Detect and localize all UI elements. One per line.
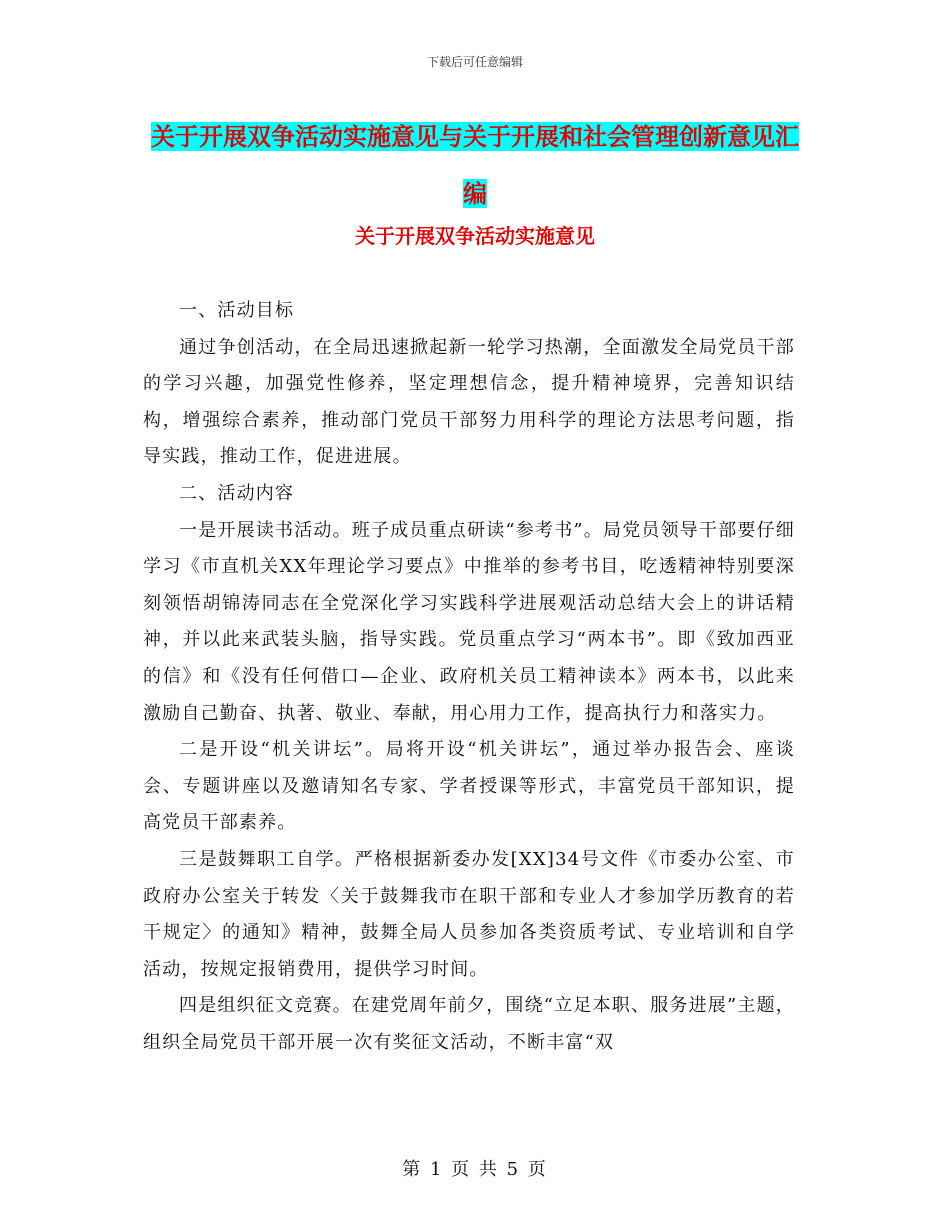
document-title-text: 关于开展双争活动实施意见与关于开展和社会管理创新意见汇编 [151, 122, 799, 208]
paragraph-goal: 通过争创活动，在全局迅速掀起新一轮学习热潮，全面激发全局党员干部的学习兴趣，加强党性修养，坚定理想信念，提升精神境界，完善知识结构，增强综合素养，推动部门党员干部努力用科学的理论方法思考问题，指导实践，推动工作，促进进展。 [143, 336, 795, 468]
document-body [143, 293, 795, 1061]
paragraph-self-study: 三是鼓舞职工自学。严格根据新委办发[XX]34号文件《市委办公室、市政府办公室关于转发〈关于鼓舞我市在职干部和专业人才参加学历教育的若干规定〉的通知》精神，鼓舞全局人员参加各类资质考试、专业培训和自学活动，按规定报销费用，提供学习时间。 [143, 848, 795, 980]
paragraph-essay-contest: 四是组织征文竞赛。在建党周年前夕，围绕“立足本职、服务进展”主题，组织全局党员干部开展一次有奖征文活动，不断丰富“双 [143, 995, 796, 1053]
paragraph-reading: 一是开展读书活动。班子成员重点研读“参考书”。局党员领导干部要仔细学习《市直机关XX年理论学习要点》中推举的参考书目，吃透精神特别要深刻领悟胡锦涛同志在全党深化学习实践科学进展观活动总结大会上的讲话精神，并以此来武装头脑，指导实践。党员重点学习“两本书”。即《致加西亚的信》和《没有任何借口—企业、政府机关员工精神读本》两本书，以此来激励自己勤奋、执著、敬业、奉献，用心用力工作，提高执行力和落实力。 [143, 519, 796, 724]
page-footer: 第 1 页 共 5 页 [402, 1159, 548, 1180]
document-title [140, 108, 810, 222]
paragraph-lecture: 二是开设“机关讲坛”。局将开设“机关讲坛”，通过举办报告会、座谈会、专题讲座以及邀请知名专家、学者授课等形式，丰富党员干部知识，提高党员干部素养。 [143, 739, 795, 834]
heading-activity-goal: 一、活动目标 [179, 300, 295, 321]
section-title: 关于开展双争活动实施意见 [355, 224, 595, 248]
heading-activity-content: 二、活动内容 [179, 482, 295, 504]
header-note: 下载后可任意编辑 [426, 55, 523, 69]
